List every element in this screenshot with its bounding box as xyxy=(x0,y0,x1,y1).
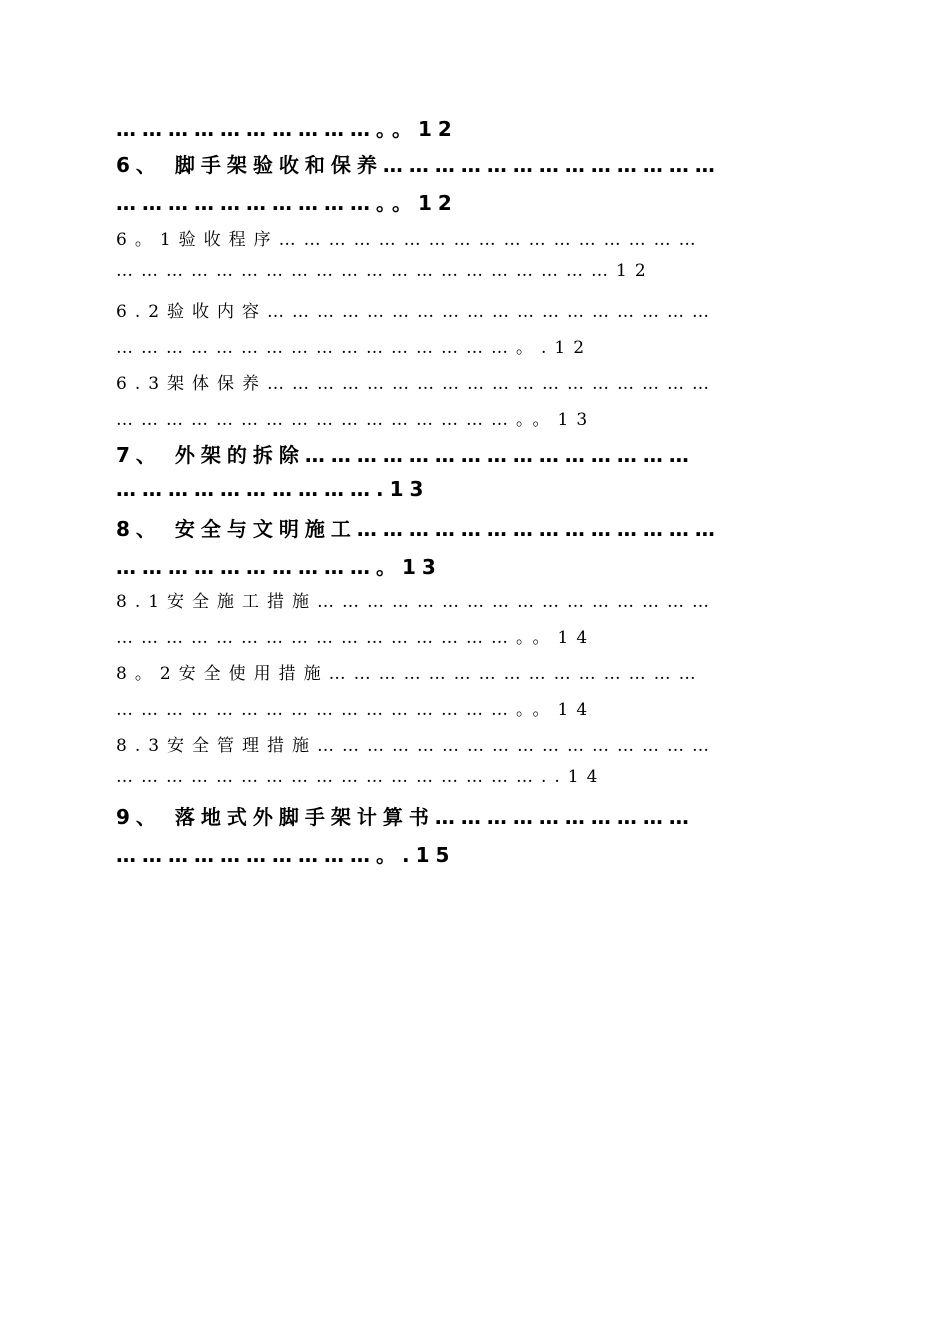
toc-entry-8-2-line1: 8。2安全使用措施……………………………………… xyxy=(116,664,704,684)
toc-entry-8-2-line2: …………………………………………。。14 xyxy=(116,700,596,720)
toc-entry-8-3-leader[interactable] xyxy=(116,767,826,787)
toc-entry-6-1-title[interactable] xyxy=(116,225,826,250)
toc-entry-6-3-line1: 6.3架体保养……………………………………………… xyxy=(116,374,718,394)
toc-entry-8-1-line1: 8.1安全施工措施………………………………………… xyxy=(116,592,718,612)
toc-entry-6-line1: 6、 脚手架验收和保养………………………………… xyxy=(116,153,721,177)
toc-entry-6-3-line2: …………………………………………。。13 xyxy=(116,410,596,430)
toc-entry-8-1-leader[interactable] xyxy=(116,623,826,648)
toc-entry-8-1-line2: …………………………………………。。14 xyxy=(116,628,596,648)
toc-entry-8-3-line1: 8.3安全管理措施………………………………………… xyxy=(116,736,718,756)
toc-entry-9-line1: 9、 落地式外脚手架计算书………………………… xyxy=(116,805,695,829)
toc-entry-6-3-title[interactable] xyxy=(116,369,826,394)
toc-entry-8-2-title[interactable] xyxy=(116,659,826,684)
toc-entry-6-2-line1: 6.2验收内容……………………………………………… xyxy=(116,302,718,322)
toc-entry-8-leader[interactable] xyxy=(116,551,826,580)
toc-entry-8-line1: 8、 安全与文明施工…………………………………… xyxy=(116,517,721,541)
toc-entry-6-line2: …………………………。。12 xyxy=(116,191,458,215)
toc-entry-7-line1: 7、 外架的拆除……………………………………… xyxy=(116,443,695,467)
toc-entry-6-leader[interactable] xyxy=(116,187,826,216)
toc-entry-8-3-line2: ……………………………………………..14 xyxy=(116,767,606,787)
toc-entry-6-1-line2: ……………………………………………………12 xyxy=(116,261,654,281)
toc-entry-7-leader[interactable] xyxy=(116,477,826,501)
toc-entry-6-title[interactable] xyxy=(116,149,826,178)
toc-entry-8-title[interactable] xyxy=(116,513,826,542)
toc-entry-9-leader[interactable] xyxy=(116,839,826,868)
toc-entry-6-2-line2: …………………………………………。.12 xyxy=(116,338,593,358)
toc-entry-8-1-title[interactable] xyxy=(116,587,826,612)
toc-entry-6-2-title[interactable] xyxy=(116,297,826,322)
toc-entry-6-1-leader[interactable] xyxy=(116,261,826,281)
toc-entry-8-line2: …………………………。13 xyxy=(116,555,442,579)
toc-continuation-line xyxy=(116,113,826,142)
toc-entry-6-3-leader[interactable] xyxy=(116,405,826,430)
toc-entry-6-2-leader[interactable] xyxy=(116,333,826,358)
toc-entry-0-line2: …………………………。。12 xyxy=(116,117,458,141)
toc-entry-6-1-line1: 6。1验收程序…………………………………………… xyxy=(116,230,704,250)
toc-entry-9-line2: …………………………。.15 xyxy=(116,843,456,867)
toc-entry-9-title[interactable] xyxy=(116,801,826,830)
toc-entry-7-line2: ………………………….13 xyxy=(116,477,430,501)
toc-entry-8-2-leader[interactable] xyxy=(116,695,826,720)
toc-entry-7-title[interactable] xyxy=(116,439,826,468)
toc-entry-8-3-title[interactable] xyxy=(116,731,826,756)
